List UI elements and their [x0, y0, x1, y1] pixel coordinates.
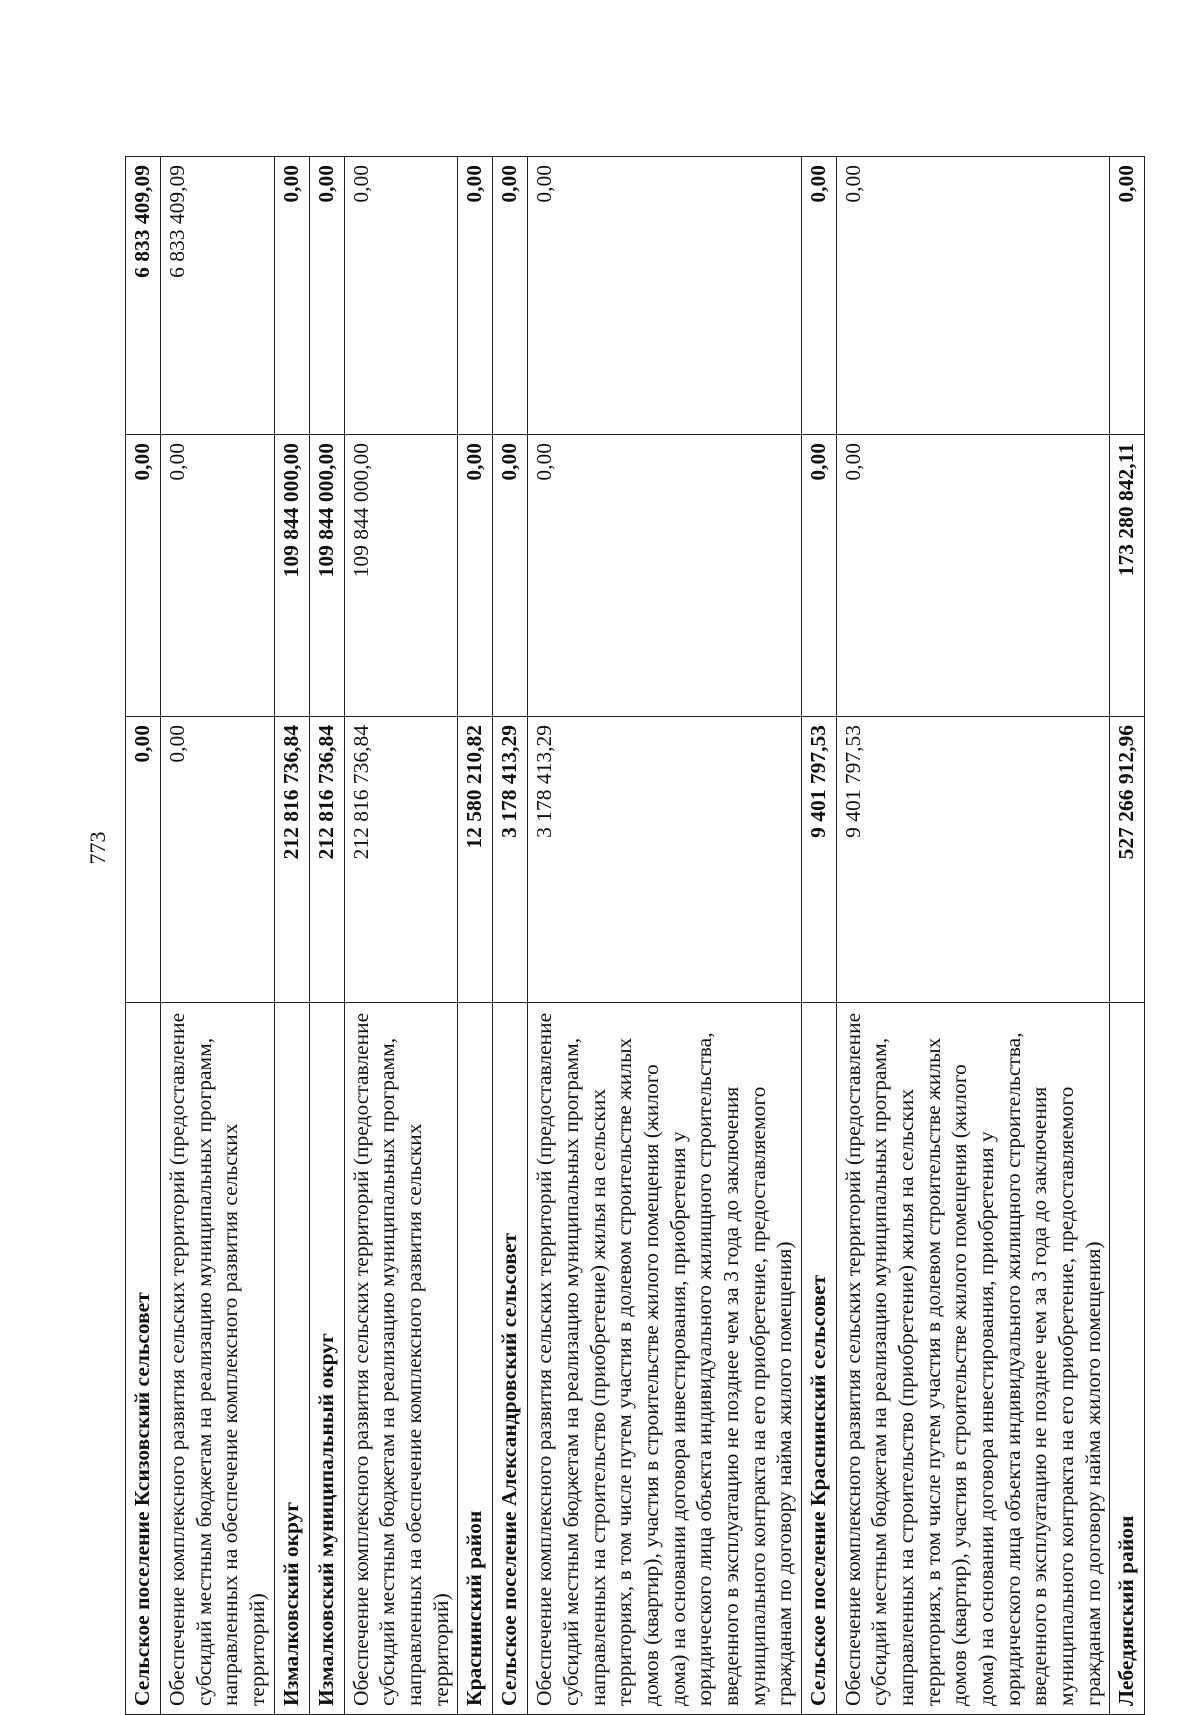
- value-2026-cell: 0,00: [801, 157, 836, 435]
- value-2025-cell: 0,00: [836, 435, 1110, 717]
- value-2026-cell: 0,00: [458, 157, 493, 435]
- value-2025-cell: 173 280 842,11: [1110, 435, 1145, 717]
- value-2025-cell: 0,00: [528, 435, 802, 717]
- row-name-cell: Обеспечение комплексного развития сельских территорий (предоставление субсидий местным бюджетам на реализацию муниципальных программ, направленных на строительство (приобретение) жилья на сельских территориях, в том числе путем участия в долевом строительстве жилых домов (квартир), участия в строительстве жилого помещения (жилого дома) на основании договора инвестирования, приобретения у юридического лица объекта индивидуального жилищного строительства, введенного в эксплуатацию не позднее чем за 3 года до заключения муниципального контракта на его приобретение, предоставляемого гражданам по договору найма жилого помещения): [836, 1003, 1110, 1715]
- row-name-cell: Обеспечение комплексного развития сельских территорий (предоставление субсидий местным бюджетам на реализацию муниципальных программ, направленных на обеспечение комплексного развития сельских территорий): [161, 1003, 275, 1715]
- value-2026-cell: 0,00: [493, 157, 528, 435]
- value-2024-cell: 212 816 736,84: [344, 717, 458, 1003]
- value-2024-cell: 212 816 736,84: [274, 717, 309, 1003]
- table-row-heading: [458, 157, 493, 1715]
- value-2024-cell: 212 816 736,84: [309, 717, 344, 1003]
- table-body: [126, 157, 1145, 1715]
- row-name-cell: Лебедянский район: [1110, 1003, 1145, 1715]
- value-2026-cell: 0,00: [836, 157, 1110, 435]
- value-2025-cell: 0,00: [801, 435, 836, 717]
- value-2025-cell: 0,00: [161, 435, 275, 717]
- table-row-heading: [309, 157, 344, 1715]
- table-row-heading: [126, 157, 161, 1715]
- value-2024-cell: 3 178 413,29: [528, 717, 802, 1003]
- row-name-cell: Обеспечение комплексного развития сельских территорий (предоставление субсидий местным бюджетам на реализацию муниципальных программ, направленных на строительство (приобретение) жилья на сельских территориях, в том числе путем участия в долевом строительстве жилых домов (квартир), участия в строительстве жилого помещения (жилого дома) на основании договора инвестирования, приобретения у юридического лица объекта индивидуального жилищного строительства, введенного в эксплуатацию не позднее чем за 3 года до заключения муниципального контракта на его приобретение, предоставляемого гражданам по договору найма жилого помещения): [528, 1003, 802, 1715]
- row-name-cell: Измалковский округ: [274, 1003, 309, 1715]
- table-row-heading: [274, 157, 309, 1715]
- value-2025-cell: 0,00: [126, 435, 161, 717]
- value-2025-cell: 109 844 000,00: [274, 435, 309, 717]
- table-row-heading: [801, 157, 836, 1715]
- budget-table-rotated: [125, 157, 1139, 1715]
- value-2026-cell: 6 833 409,09: [126, 157, 161, 435]
- budget-table: [125, 156, 1145, 1715]
- table-row-item: [528, 157, 802, 1715]
- value-2026-cell: 6 833 409,09: [161, 157, 275, 435]
- value-2026-cell: 0,00: [274, 157, 309, 435]
- value-2024-cell: 0,00: [126, 717, 161, 1003]
- row-name-cell: Измалковский муниципальный округ: [309, 1003, 344, 1715]
- value-2025-cell: 0,00: [458, 435, 493, 717]
- table-row-heading: [493, 157, 528, 1715]
- value-2026-cell: 0,00: [344, 157, 458, 435]
- row-name-cell: Обеспечение комплексного развития сельских территорий (предоставление субсидий местным бюджетам на реализацию муниципальных программ, направленных на обеспечение комплексного развития сельских территорий): [344, 1003, 458, 1715]
- table-row-heading: [1110, 157, 1145, 1715]
- row-name-cell: Краснинский район: [458, 1003, 493, 1715]
- value-2024-cell: 3 178 413,29: [493, 717, 528, 1003]
- value-2025-cell: 109 844 000,00: [309, 435, 344, 717]
- value-2024-cell: 9 401 797,53: [836, 717, 1110, 1003]
- value-2024-cell: 0,00: [161, 717, 275, 1003]
- row-name-cell: Сельское поселение Краснинский сельсовет: [801, 1003, 836, 1715]
- table-row-item: [161, 157, 275, 1715]
- value-2025-cell: 0,00: [493, 435, 528, 717]
- value-2024-cell: 12 580 210,82: [458, 717, 493, 1003]
- value-2024-cell: 9 401 797,53: [801, 717, 836, 1003]
- page-number: 773: [85, 831, 110, 865]
- table-row-item: [344, 157, 458, 1715]
- value-2026-cell: 0,00: [1110, 157, 1145, 435]
- row-name-cell: Сельское поселение Ксизовский сельсовет: [126, 1003, 161, 1715]
- row-name-cell: Сельское поселение Александровский сельсовет: [493, 1003, 528, 1715]
- table-row-item: [836, 157, 1110, 1715]
- value-2025-cell: 109 844 000,00: [344, 435, 458, 717]
- value-2024-cell: 527 266 912,96: [1110, 717, 1145, 1003]
- value-2026-cell: 0,00: [309, 157, 344, 435]
- value-2026-cell: 0,00: [528, 157, 802, 435]
